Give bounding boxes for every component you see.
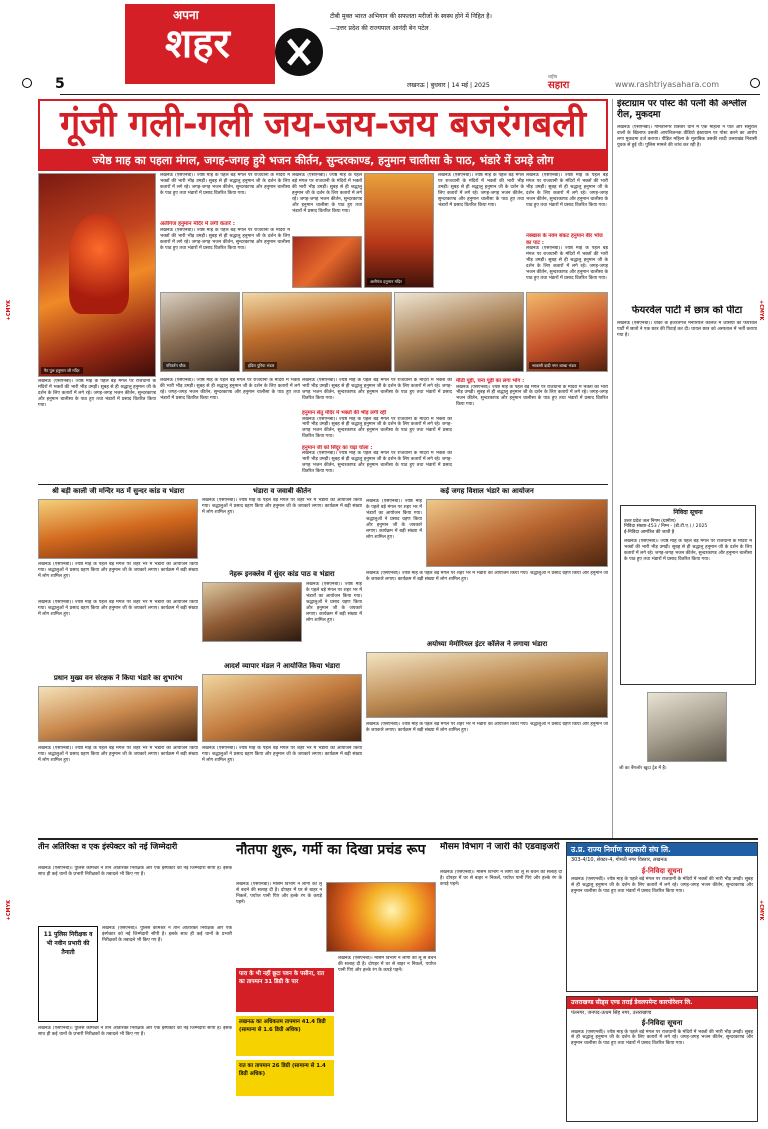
crop-mark	[750, 78, 760, 88]
lead-section-head: हनुमान जी को सिंदूर का चढ़ा चोला :	[302, 444, 373, 451]
paper-logo-small: राष्ट्रीय	[548, 75, 558, 80]
lead-body-text: लखनऊ (एसएनबी)। ज्येष्ठ माह के पहले बड़े मंगल पर राजधानी के मंदिरों में भक्तों की भारी भीड़ उमड़ी। सुबह से ही श्रद्धालु हनुमान जी के दर्शन के लिए कतारों में लगे रहे। जगह-जगह भजन कीर्तन, सुन्दरकाण्ड और हनुमान चालीसा के पाठ हुए तथा भंडारों में प्रसाद वितरित किया गया।	[160, 173, 290, 196]
row2-story-4-body: लखनऊ (एसएनबी)। ज्येष्ठ माह के पहले बड़े मंगल पर शहर भर में भंडारों का आयोजन किया गया। श्रद्धालुओं ने प्रसाद ग्रहण किया और हनुमान जी के जयकारे लगाए। कार्यक्रम में बड़ी संख्या में लोग शामिल हुए।	[306, 582, 362, 623]
row2-story-2	[202, 487, 362, 567]
row2-photo-kali	[38, 499, 198, 559]
max-temp-stat: लखनऊ का अधिकतम तापमान 41.4 डिग्री (सामान्य से 1.6 डिग्री अधिक)	[236, 1016, 334, 1056]
bottom-story-1	[38, 842, 232, 1122]
lead-subhead: ज्येष्ठ माह का पहला मंगल, जगह-जगह हुये भजन कीर्तन, सुन्दरकाण्ड, हनुमान चालीसा के पाठ, भंडारे में उमड़े लोग	[38, 151, 608, 171]
lead-photo-shravasti	[526, 292, 608, 372]
tender-notice	[620, 505, 756, 685]
ad1-title: उ.प्र. राज्य निर्माण सहकारी संघ लि.	[567, 843, 757, 856]
row2-story-5-headline: अयोध्या मेमोरियल इंटर कॉलेज ने लगाया भंडारा	[426, 640, 548, 648]
row2-story-3-body: लखनऊ (एसएनबी)। ज्येष्ठ माह के पहले बड़े मंगल पर शहर भर में भंडारों का आयोजन किया गया। श्रद्धालुओं ने प्रसाद ग्रहण किया और हनुमान जी के जयकारे लगाए। कार्यक्रम में बड़ी संख्या में लोग शामिल हुए।	[366, 571, 608, 582]
row2-story-6-headline: प्रधान मुख्य वन संरक्षक ने किया भंडारे का शुभारंभ	[53, 674, 183, 682]
bottom-story-3-body: लखनऊ (एसएनबी)। मौसम विभाग ने लोगों को लू से बचने की सलाह दी है। दोपहर में घर से बाहर न निकलें, पर्याप्त पानी पिएं और हल्के रंग के कपड़े पहनें।	[440, 870, 562, 887]
quote-block	[330, 12, 540, 56]
divider	[38, 838, 758, 840]
lead-body-text: लखनऊ (एसएनबी)। ज्येष्ठ माह के पहले बड़े मंगल पर राजधानी के मंदिरों में भक्तों की भारी भीड़ उमड़ी। सुबह से ही श्रद्धालु हनुमान जी के दर्शन के लिए कतारों में लगे रहे। जगह-जगह भजन कीर्तन, सुन्दरकाण्ड और हनुमान चालीसा के पाठ हुए तथा भंडारों में प्रसाद वितरित किया गया।	[526, 246, 608, 281]
column-divider	[612, 99, 613, 839]
row2-story-6	[38, 674, 198, 786]
lead-body-text: लखनऊ (एसएनबी)। ज्येष्ठ माह के पहले बड़े मंगल पर राजधानी के मंदिरों में भक्तों की भारी भीड़ उमड़ी। सुबह से ही श्रद्धालु हनुमान जी के दर्शन के लिए कतारों में लगे रहे। जगह-जगह भजन कीर्तन, सुन्दरकाण्ड और हनुमान चालीसा के पाठ हुए तथा भंडारों में प्रसाद वितरित किया गया।	[456, 384, 608, 408]
lead-photo-temple	[364, 173, 434, 288]
tender-title: निविदा सूचना	[673, 509, 703, 516]
tender-line: ई-निविदा आमंत्रित की जाती है	[624, 529, 675, 535]
row2-story-1	[38, 487, 198, 597]
lead-body-text: लखनऊ (एसएनबी)। ज्येष्ठ माह के पहले बड़े मंगल पर राजधानी के मंदिरों में भक्तों की भारी भीड़ उमड़ी। सुबह से ही श्रद्धालु हनुमान जी के दर्शन के लिए कतारों में लगे रहे। जगह-जगह भजन कीर्तन, सुन्दरकाण्ड और हनुमान चालीसा के पाठ हुए तथा भंडारों में प्रसाद वितरित किया गया।	[302, 451, 452, 474]
row2-body-text: लखनऊ (एसएनबी)। ज्येष्ठ माह के पहले बड़े मंगल पर शहर भर में भंडारों का आयोजन किया गया। श्रद्धालुओं ने प्रसाद ग्रहण किया और हनुमान जी के जयकारे लगाए। कार्यक्रम में बड़ी संख्या में लोग शामिल हुए।	[366, 722, 608, 733]
lead-photo-crowd-2	[394, 292, 524, 372]
lead-column-4	[526, 173, 608, 288]
photo-caption: श्रावस्ती दादी नगर शाखा भंडार	[529, 362, 579, 369]
lead-headline: गूंजी गली-गली जय-जय-जय बजरंगबली	[59, 104, 587, 145]
sidebar-story-1-headline: इंस्टाग्राम पर पोस्ट की पत्नी की अश्लील रील, मुकदमा	[617, 99, 747, 120]
lead-column-1	[160, 173, 290, 291]
bottom-story-2-body: लखनऊ (एसएनबी)। मौसम विभाग ने लोगों को लू से बचने की सलाह दी है। दोपहर में घर से बाहर न निकलें, पर्याप्त पानी पिएं और हल्के रंग के कपड़े पहनें।	[338, 956, 436, 973]
lead-photo-crowd	[292, 236, 362, 288]
row2-story-6-body: लखनऊ (एसएनबी)। ज्येष्ठ माह के पहले बड़े मंगल पर शहर भर में भंडारों का आयोजन किया गया। श्रद्धालुओं ने प्रसाद ग्रहण किया और हनुमान जी के जयकारे लगाए। कार्यक्रम में बड़ी संख्या में लोग शामिल हुए।	[38, 746, 198, 763]
cmyk-label: +CMYK	[758, 300, 764, 321]
lead-body-text: लखनऊ (एसएनबी)। ज्येष्ठ माह के पहले बड़े मंगल पर राजधानी के मंदिरों में भक्तों की भारी भीड़ उमड़ी। सुबह से ही श्रद्धालु हनुमान जी के दर्शन के लिए कतारों में लगे रहे। जगह-जगह भजन कीर्तन, सुन्दरकाण्ड और हनुमान चालीसा के पाठ हुए तथा भंडारों में प्रसाद वितरित किया गया।	[526, 173, 608, 208]
lead-photo-idol	[38, 173, 156, 377]
row2-photo-bhandara	[426, 499, 608, 567]
row2-story-7-body: लखनऊ (एसएनबी)। ज्येष्ठ माह के पहले बड़े मंगल पर शहर भर में भंडारों का आयोजन किया गया। श्रद्धालुओं ने प्रसाद ग्रहण किया और हनुमान जी के जयकारे लगाए। कार्यक्रम में बड़ी संख्या में लोग शामिल हुए।	[202, 746, 362, 763]
lead-photo-priests	[160, 292, 240, 372]
row2-photo-vyapar	[202, 674, 362, 742]
bottom-story-1-body: लखनऊ (एसएनबी)। पुलिस कमिश्नर ने तीन अतिरिक्त निरीक्षक और एक इंस्पेक्टर को नई जिम्मेदारी सौंपी है। इसके साथ ही कई थानों के प्रभारी निरीक्षकों के तबादले भी किए गए हैं।	[38, 866, 232, 877]
row2-story-5	[366, 640, 608, 720]
ad1-subtitle: 303-4/10, सेक्टर-4, गोमती नगर विस्तार, लखनऊ	[571, 857, 668, 864]
sidebar-story-1-body: लखनऊ (एसएनबी)। गोमतीनगर विस्तार थाने में एक महिला ने पति और ससुराल वालों के खिलाफ उसकी आपत्तिजनक वीडियो इंस्टाग्राम पर पोस्ट करने का आरोप लगा मुकदमा दर्ज कराया। पीड़ित महिला के मुताबिक उसकी शादी उत्तराखंड निवासी युवक से हुई थी। पुलिस मामले की जांच कर रही है।	[617, 124, 757, 148]
logo-small-text: अपना	[173, 8, 199, 22]
police-badge-box: 11 पुलिस निरीक्षक व भी नवीन प्रभारी की तैनाती	[38, 926, 98, 1022]
bottom-story-2-headline: नौतपा शुरू, गर्मी का दिखा प्रचंड रूप	[236, 842, 426, 858]
bottom-story-3-headline: मौसम विभाग ने जारी की एडवाइजरी	[440, 842, 560, 852]
lead-section-head: नक्खास के नवम संकट हनुमान बीर भोज का पाट :	[526, 233, 603, 246]
photo-caption: अलीगंज हनुमान मंदिर	[367, 278, 405, 285]
lead-body-text: लखनऊ (एसएनबी)। ज्येष्ठ माह के पहले बड़े मंगल पर राजधानी के मंदिरों में भक्तों की भारी भीड़ उमड़ी। सुबह से ही श्रद्धालु हनुमान जी के दर्शन के लिए कतारों में लगे रहे। जगह-जगह भजन कीर्तन, सुन्दरकाण्ड और हनुमान चालीसा के पाठ हुए तथा भंडारों में प्रसाद वितरित किया गया।	[38, 379, 156, 408]
ad2-title: उत्तराखण्ड सीड्स एण्ड तराई डेवलपमेन्ट कारपोरेशन लि.	[567, 997, 757, 1009]
photo-caption: इंदिरा पुरिया भंडार	[245, 362, 277, 369]
night-temp-stat: रात का तापमान 26 डिग्री (सामान्य से 1.4 डिग्री अधिक)	[236, 1060, 334, 1096]
x-logo-icon	[275, 28, 323, 76]
row2-photo-ayodhya	[366, 652, 608, 718]
lead-body-text: लखनऊ (एसएनबी)। ज्येष्ठ माह के पहले बड़े मंगल पर राजधानी के मंदिरों में भक्तों की भारी भीड़ उमड़ी। सुबह से ही श्रद्धालु हनुमान जी के दर्शन के लिए कतारों में लगे रहे। जगह-जगह भजन कीर्तन, सुन्दरकाण्ड और हनुमान चालीसा के पाठ हुए तथा भंडारों में प्रसाद वितरित किया गया।	[292, 173, 362, 214]
divider	[60, 94, 760, 95]
locket-caption: जी का बैंगलॉर खुदा ट्रेड में है।	[619, 766, 667, 771]
lead-lower-col-4	[456, 378, 608, 478]
lead-section-head: मीठी पूड़ी, चना पूड़ी का लगा भोग :	[456, 378, 525, 384]
lead-body-text: लखनऊ (एसएनबी)। ज्येष्ठ माह के पहले बड़े मंगल पर राजधानी के मंदिरों में भक्तों की भारी भीड़ उमड़ी। सुबह से ही श्रद्धालु हनुमान जी के दर्शन के लिए कतारों में लगे रहे। जगह-जगह भजन कीर्तन, सुन्दरकाण्ड और हनुमान चालीसा के पाठ हुए तथा भंडारों में प्रसाद वितरित किया गया।	[302, 416, 452, 440]
lead-body-text: लखनऊ (एसएनबी)। ज्येष्ठ माह के पहले बड़े मंगल पर राजधानी के मंदिरों में भक्तों की भारी भीड़ उमड़ी। सुबह से ही श्रद्धालु हनुमान जी के दर्शन के लिए कतारों में लगे रहे। जगह-जगह भजन कीर्तन, सुन्दरकाण्ड और हनुमान चालीसा के पाठ हुए तथा भंडारों में प्रसाद वितरित किया गया।	[438, 173, 524, 208]
row2-story-1-headline: श्री बड़ी काली जी मन्दिर मठ में सुन्दर कांड व भंडारा	[51, 487, 185, 495]
section-logo	[125, 4, 275, 84]
lead-column-3	[438, 173, 524, 288]
paper-logo-text: सहारा	[548, 79, 570, 91]
sidebar-story-2	[617, 305, 757, 515]
sidebar-story-1	[617, 99, 757, 299]
lead-body-text: लखनऊ (एसएनबी)। ज्येष्ठ माह के पहले बड़े मंगल पर राजधानी के मंदिरों में भक्तों की भारी भीड़ उमड़ी। सुबह से ही श्रद्धालु हनुमान जी के दर्शन के लिए कतारों में लगे रहे। जगह-जगह भजन कीर्तन, सुन्दरकाण्ड और हनुमान चालीसा के पाठ हुए तथा भंडारों में प्रसाद वितरित किया गया।	[160, 227, 290, 251]
row2-story-2-headline: भंडारा व जवाबी कीर्तन	[252, 487, 312, 495]
ad1-body: लखनऊ (एसएनबी)। ज्येष्ठ माह के पहले बड़े मंगल पर राजधानी के मंदिरों में भक्तों की भारी भीड़ उमड़ी। सुबह से ही श्रद्धालु हनुमान जी के दर्शन के लिए कतारों में लगे रहे। जगह-जगह भजन कीर्तन, सुन्दरकाण्ड और हनुमान चालीसा के पाठ हुए तथा भंडारों में प्रसाद वितरित किया गया।	[571, 877, 753, 895]
ad2-subtitle: पंतनगर, जनपद-ऊधम सिंह नगर, उत्तराखण्ड	[571, 1009, 652, 1016]
bottom-story-2-body: लखनऊ (एसएनबी)। मौसम विभाग ने लोगों को लू से बचने की सलाह दी है। दोपहर में घर से बाहर न निकलें, पर्याप्त पानी पिएं और हल्के रंग के कपड़े पहनें।	[236, 882, 322, 905]
ad2-notice: ई-निविदा सूचना	[641, 1018, 683, 1027]
cmyk-label: +CMYK	[758, 900, 764, 921]
row2-story-2-body: लखनऊ (एसएनबी)। ज्येष्ठ माह के पहले बड़े मंगल पर शहर भर में भंडारों का आयोजन किया गया। श्रद्धालुओं ने प्रसाद ग्रहण किया और हनुमान जी के जयकारे लगाए। कार्यक्रम में बड़ी संख्या में लोग शामिल हुए।	[202, 497, 362, 515]
bottom-story-1-headline: तीन अतिरिक्त व एक इंस्पेक्टर को नई जिम्मेदारी	[38, 842, 178, 851]
lead-headline-box	[38, 99, 608, 151]
bottom-story-1-body: लखनऊ (एसएनबी)। पुलिस कमिश्नर ने तीन अतिरिक्त निरीक्षक और एक इंस्पेक्टर को नई जिम्मेदारी सौंपी है। इसके साथ ही कई थानों के प्रभारी निरीक्षकों के तबादले भी किए गए हैं।	[102, 926, 232, 943]
sidebar-story-2-headline: फेयरवेल पार्टी में छात्र को पीटा	[631, 305, 743, 316]
sun-photo	[326, 882, 436, 952]
bottom-story-3	[440, 842, 562, 1122]
ad1-notice: ई-निविदा सूचना	[641, 866, 683, 875]
page-number: 5	[55, 76, 65, 92]
row2-story-5b	[366, 722, 608, 786]
idol-shape	[69, 214, 129, 314]
row2-story-3	[366, 487, 608, 639]
row2-story-4-headline: नेहरू इनक्लेव में सुंदर कांड पाठ व भंडारा	[229, 570, 335, 578]
lead-body-text: लखनऊ (एसएनबी)। ज्येष्ठ माह के पहले बड़े मंगल पर राजधानी के मंदिरों में भक्तों की भारी भीड़ उमड़ी। सुबह से ही श्रद्धालु हनुमान जी के दर्शन के लिए कतारों में लगे रहे। जगह-जगह भजन कीर्तन, सुन्दरकाण्ड और हनुमान चालीसा के पाठ हुए तथा भंडारों में प्रसाद वितरित किया गया।	[302, 378, 452, 401]
row2-story-1b	[38, 600, 198, 670]
lead-body-text: लखनऊ (एसएनबी)। ज्येष्ठ माह के पहले बड़े मंगल पर राजधानी के मंदिरों में भक्तों की भारी भीड़ उमड़ी। सुबह से ही श्रद्धालु हनुमान जी के दर्शन के लिए कतारों में लगे रहे। जगह-जगह भजन कीर्तन, सुन्दरकाण्ड और हनुमान चालीसा के पाठ हुए तथा भंडारों में प्रसाद वितरित किया गया।	[160, 378, 300, 401]
row2-story-3-headline: कई जगह विशाल भंडारे का आयोजन	[440, 487, 534, 495]
bottom-story-1-body: लखनऊ (एसएनबी)। पुलिस कमिश्नर ने तीन अतिरिक्त निरीक्षक और एक इंस्पेक्टर को नई जिम्मेदारी सौंपी है। इसके साथ ही कई थानों के प्रभारी निरीक्षकों के तबादले भी किए गए हैं।	[38, 1026, 232, 1037]
ad2-body: लखनऊ (एसएनबी)। ज्येष्ठ माह के पहले बड़े मंगल पर राजधानी के मंदिरों में भक्तों की भारी भीड़ उमड़ी। सुबह से ही श्रद्धालु हनुमान जी के दर्शन के लिए कतारों में लगे रहे। जगह-जगह भजन कीर्तन, सुन्दरकाण्ड और हनुमान चालीसा के पाठ हुए तथा भंडारों में प्रसाद वितरित किया गया।	[571, 1029, 753, 1047]
lead-lower-col-2	[160, 378, 300, 478]
lead-column-2	[292, 173, 362, 233]
sidebar-story-2-body: लखनऊ (एसएनबी)। चौकी के हजरतगंज मेनोरियल कॉलेज में जसियों की फेयरवेल पार्टी में छात्रों ने एक छात्र की पिटाई कर दी। घायल छात्र को अस्पताल में भर्ती कराया गया है।	[617, 321, 757, 338]
ad-uttarakhand-seeds	[566, 996, 758, 1122]
photo-caption: नैट पुल हनुमान जी मंदिर	[41, 367, 83, 374]
paper-logo	[548, 75, 608, 91]
cmyk-label: +CMYK	[6, 900, 12, 921]
quote-text: टीबी मुक्त भारत अभियान की सफलता मरीजों के स्वस्थ होने में निहित है।	[330, 13, 492, 20]
bottom-story-2	[236, 842, 436, 1122]
quote-author: —उत्तर प्रदेश की राज्यपाल आनंदी बेन पटेल	[330, 25, 429, 33]
lead-section-head: अलीगंज हनुमान मंदिर में लगी कतारें :	[160, 221, 235, 227]
crop-mark	[22, 78, 32, 88]
row2-story-4	[202, 570, 362, 658]
cmyk-label: +CMYK	[6, 300, 12, 321]
tender-body: लखनऊ (एसएनबी)। ज्येष्ठ माह के पहले बड़े मंगल पर राजधानी के मंदिरों में भक्तों की भारी भीड़ उमड़ी। सुबह से ही श्रद्धालु हनुमान जी के दर्शन के लिए कतारों में लगे रहे। जगह-जगह भजन कीर्तन, सुन्दरकाण्ड और हनुमान चालीसा के पाठ हुए तथा भंडारों में प्रसाद वितरित किया गया।	[624, 538, 752, 562]
row2-story-3-body: लखनऊ (एसएनबी)। ज्येष्ठ माह के पहले बड़े मंगल पर शहर भर में भंडारों का आयोजन किया गया। श्रद्धालुओं ने प्रसाद ग्रहण किया और हनुमान जी के जयकारे लगाए। कार्यक्रम में बड़ी संख्या में लोग शामिल हुए।	[366, 499, 422, 540]
sarafa-story-photo-area	[617, 688, 757, 834]
logo-big-text: शहर	[165, 21, 230, 67]
row2-story-7-headline: आदर्श व्यापार मंडल ने आयोजित किया भंडारा	[224, 662, 340, 670]
heat-quote-box: पारा के भी नहीं छूटा पवन के पसीना, रात का तापमान 31 डिग्री के पार	[236, 968, 334, 1012]
row2-story-1-body: लखनऊ (एसएनबी)। ज्येष्ठ माह के पहले बड़े मंगल पर शहर भर में भंडारों का आयोजन किया गया। श्रद्धालुओं ने प्रसाद ग्रहण किया और हनुमान जी के जयकारे लगाए। कार्यक्रम में बड़ी संख्या में लोग शामिल हुए।	[38, 562, 198, 579]
row2-body-text: लखनऊ (एसएनबी)। ज्येष्ठ माह के पहले बड़े मंगल पर शहर भर में भंडारों का आयोजन किया गया। श्रद्धालुओं ने प्रसाद ग्रहण किया और हनुमान जी के जयकारे लगाए। कार्यक्रम में बड़ी संख्या में लोग शामिल हुए।	[38, 600, 198, 617]
lead-photo-bhandara	[242, 292, 392, 372]
row2-photo-forest	[38, 686, 198, 742]
photo-caption: परिवर्तन चौक	[163, 362, 189, 369]
locket-photo	[647, 692, 727, 762]
tender-line: निविदा संख्या-453 / निम्न - (डी.टी.ए.) / 2025	[624, 524, 708, 530]
lead-lower-col-1	[38, 379, 156, 479]
dateline: लखनऊ | बुधवार | 14 मई | 2025	[407, 82, 490, 89]
website-url: www.rashtriyasahara.com	[615, 80, 720, 89]
row2-story-7	[202, 662, 362, 786]
ad-nirman-sangh	[566, 842, 758, 992]
lead-section-head: हनुमान सेतु मंदिर में भक्तों की भीड़ लगी रही	[302, 410, 387, 416]
divider	[38, 484, 608, 485]
lead-lower-col-3	[302, 378, 452, 478]
row2-photo-nehru	[202, 582, 302, 642]
tender-line: उत्तर प्रदेश जल निगम (ग्रामीण)	[624, 518, 676, 524]
